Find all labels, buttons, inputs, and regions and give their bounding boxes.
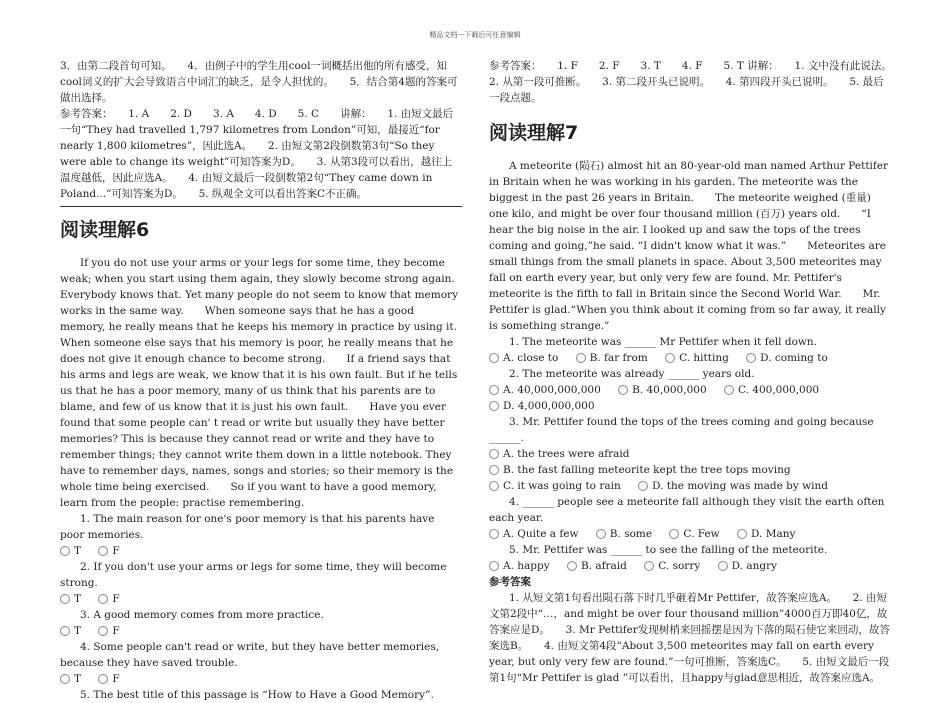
- question-text: 2. The meteorite was already ______ years old.: [509, 368, 755, 380]
- question-text: 2. If you don't use your arms or legs for some time, they will become strong.: [60, 561, 447, 589]
- question-6-1: [60, 511, 462, 559]
- radio-icon[interactable]: [644, 561, 654, 571]
- previous-answers: 参考答案： 1. A 2. D 3. A 4. D 5. C 讲解： 1. 由短文最后一句“They had travelled 1,797 kilometres from London”可知，最接近“for nearly 1,800 kilometres”，因此选A。 2. 由短文第2段倒数第3句“So they were able to change its weight”可知答案为D。 3. 从第3段可以看出，越往上温度越低，因此应选A。 4. 由短文最后一段倒数第2句“They came down in Poland...”可知答案为D。 5. 纵观全文可以看出答案C不正确。: [60, 108, 454, 200]
- question-7-3: [489, 414, 891, 494]
- question-7-4: [489, 494, 891, 542]
- radio-icon[interactable]: [60, 674, 70, 684]
- radio-icon[interactable]: [60, 594, 70, 604]
- question-list-7: [489, 334, 891, 574]
- option-t[interactable]: T: [60, 543, 81, 559]
- option-c[interactable]: C. hitting: [665, 350, 729, 366]
- option-b[interactable]: B. the fast falling meteorite kept the tree tops moving: [489, 462, 791, 478]
- radio-icon[interactable]: [718, 561, 728, 571]
- question-text: 4. Some people can't read or write, but they have better memories, because they have saved trouble.: [60, 641, 440, 669]
- option-d[interactable]: D. Many: [737, 526, 795, 542]
- section-title-6: 阅读理解6: [60, 219, 150, 241]
- radio-icon[interactable]: [60, 546, 70, 556]
- option-b[interactable]: B. far from: [576, 350, 648, 366]
- radio-icon[interactable]: [724, 385, 734, 395]
- option-a[interactable]: A. Quite a few: [489, 526, 578, 542]
- radio-icon[interactable]: [746, 353, 756, 363]
- option-f[interactable]: F: [98, 591, 119, 607]
- radio-icon[interactable]: [669, 529, 679, 539]
- question-text: 3. Mr. Pettifer found the tops of the trees coming and going because ______.: [489, 416, 874, 444]
- option-c[interactable]: C. Few: [669, 526, 719, 542]
- option-d[interactable]: D. angry: [718, 558, 777, 574]
- passage-7: A meteorite (陨石) almost hit an 80-year-old man named Arthur Pettifer in Britain when he was working in his garden. The meteorite was the biggest in the past 26 years in Britain. The meteorite weighed (重量) one kilo, and might be over four thousand million (百万) years old. “I hear the big noise in the air. I looked up and saw the tops of the trees coming and going,”he said. “I didn't know what it was.” Meteorites are small things from the small planets in space. About 3,500 meteorites may fall on earth every year, but only very few are found. Mr. Pettifer's meteorite is the fifth to fall in Britain since the Second World War. Mr. Pettifer is glad.“When you think about it coming from so far away, it really is something strange.”: [489, 160, 889, 332]
- question-text: 1. The meteorite was ______ Mr Pettifer when it fell down.: [509, 336, 817, 348]
- radio-icon[interactable]: [489, 529, 499, 539]
- radio-icon[interactable]: [489, 353, 499, 363]
- question-6-2: [60, 559, 462, 607]
- option-f[interactable]: F: [98, 623, 119, 639]
- option-a[interactable]: A. 40,000,000,000: [489, 382, 601, 398]
- passage-6: If you do not use your arms or your legs for some time, they become weak; when you start using them again, they slowly become strong again. Everybody knows that. Yet many people do not seem to know that memory works in the same way. When someone says that he has a good memory, he really means that he keeps his memory in practice by using it. When someone else says that his memory is poor, he really means that he does not give it enough chance to become strong. If a friend says that his arms and legs are weak, we know that it is his own fault. But if he tells us that he has a poor memory, many of us think that his parents are to blame, and few of us know that it is just his own fault. Have you ever found that some people can' t read or write but usually they have better memories? This is because they cannot read or write and they have to remember things; they cannot write them down in a little notebook. They have to remember days, names, songs and stories; so their memory is the whole time being exercised. So if you want to have a good memory, learn from the people: practise remembering.: [60, 257, 459, 509]
- option-c[interactable]: C. it was going to rain: [489, 478, 621, 494]
- question-7-5: [489, 542, 891, 574]
- radio-icon[interactable]: [60, 626, 70, 636]
- answer-heading-7: 参考答案: [489, 576, 531, 588]
- radio-icon[interactable]: [596, 529, 606, 539]
- option-b[interactable]: B. 40,000,000: [618, 382, 707, 398]
- radio-icon[interactable]: [98, 626, 108, 636]
- radio-icon[interactable]: [489, 465, 499, 475]
- radio-icon[interactable]: [618, 385, 628, 395]
- option-t[interactable]: T: [60, 623, 81, 639]
- radio-icon[interactable]: [638, 481, 648, 491]
- radio-icon[interactable]: [98, 546, 108, 556]
- option-t[interactable]: T: [60, 671, 81, 687]
- right-column: [489, 58, 898, 686]
- option-d[interactable]: D. coming to: [746, 350, 828, 366]
- question-6-4: [60, 639, 462, 687]
- question-text: 5. Mr. Pettifer was ______ to see the falling of the meteorite.: [509, 544, 828, 556]
- question-7-2: [489, 366, 891, 414]
- answer-explanation-7: 1. 从短文第1句看出陨石落下时几乎砸着Mr Pettifer，故答案应选A。 2. 由短文第2段中“…，and might be over four thousand million”4000百万即40亿，故答案应是D。 3. Mr Pettifer发现树梢来回摇摆是因为下落的陨石使它来回动，故答案选B。 4. 由短文第4段“About 3,500 meteorites may fall on earth every year, but only very few are found.”一句可推断，答案选C。 5. 由短文最后一段第1句“Mr Pettifer is glad ”可以看出，且happy与glad意思相近，故答案应选A。: [489, 592, 890, 684]
- option-f[interactable]: F: [98, 671, 119, 687]
- section-title-7: 阅读理解7: [489, 122, 579, 144]
- answers-6: 参考答案： 1. F 2. F 3. T 4. F 5. T 讲解： 1. 文中没有此说法。 2. 从第一段可推断。 3. 第二段开头已说明。 4. 第四段开头已说明。 5. 最后一段点题。: [489, 60, 898, 104]
- option-a[interactable]: A. close to: [489, 350, 558, 366]
- question-text: 4. ______ people see a meteorite fall although they visit the earth often each year.: [489, 496, 885, 524]
- radio-icon[interactable]: [567, 561, 577, 571]
- option-b[interactable]: B. afraid: [567, 558, 627, 574]
- option-t[interactable]: T: [60, 591, 81, 607]
- option-d[interactable]: D. the moving was made by wind: [638, 478, 828, 494]
- option-c[interactable]: C. 400,000,000: [724, 382, 819, 398]
- page-header: 精品文档---下载后可任意编辑: [429, 31, 521, 39]
- option-d[interactable]: D. 4,000,000,000: [489, 398, 595, 414]
- left-column: [60, 58, 462, 703]
- option-c[interactable]: C. sorry: [644, 558, 700, 574]
- radio-icon[interactable]: [98, 674, 108, 684]
- radio-icon[interactable]: [489, 449, 499, 459]
- question-7-1: [489, 334, 891, 366]
- radio-icon[interactable]: [98, 594, 108, 604]
- option-f[interactable]: F: [98, 543, 119, 559]
- question-6-5: 5. The best title of this passage is “How to Have a Good Memory”.: [80, 689, 434, 701]
- radio-icon[interactable]: [737, 529, 747, 539]
- radio-icon[interactable]: [489, 561, 499, 571]
- radio-icon[interactable]: [489, 401, 499, 411]
- option-b[interactable]: B. some: [596, 526, 652, 542]
- question-list-6: [60, 511, 462, 703]
- question-6-3: [60, 607, 462, 639]
- radio-icon[interactable]: [665, 353, 675, 363]
- radio-icon[interactable]: [489, 385, 499, 395]
- radio-icon[interactable]: [489, 481, 499, 491]
- section-divider: [60, 206, 462, 207]
- option-a[interactable]: A. happy: [489, 558, 550, 574]
- previous-explanation: 3．由第二段首句可知。 4．由例子中的学生用cool一词概括出他的所有感受，知cool词义的扩大会导致语言中词汇的缺乏，是令人担忧的。 5．结合第4题的答案可做出选择。: [60, 60, 458, 104]
- question-text: 3. A good memory comes from more practice.: [80, 609, 324, 621]
- radio-icon[interactable]: [576, 353, 586, 363]
- option-a[interactable]: A. the trees were afraid: [489, 446, 629, 462]
- question-text: 1. The main reason for one's poor memory is that his parents have poor memories.: [60, 513, 435, 541]
